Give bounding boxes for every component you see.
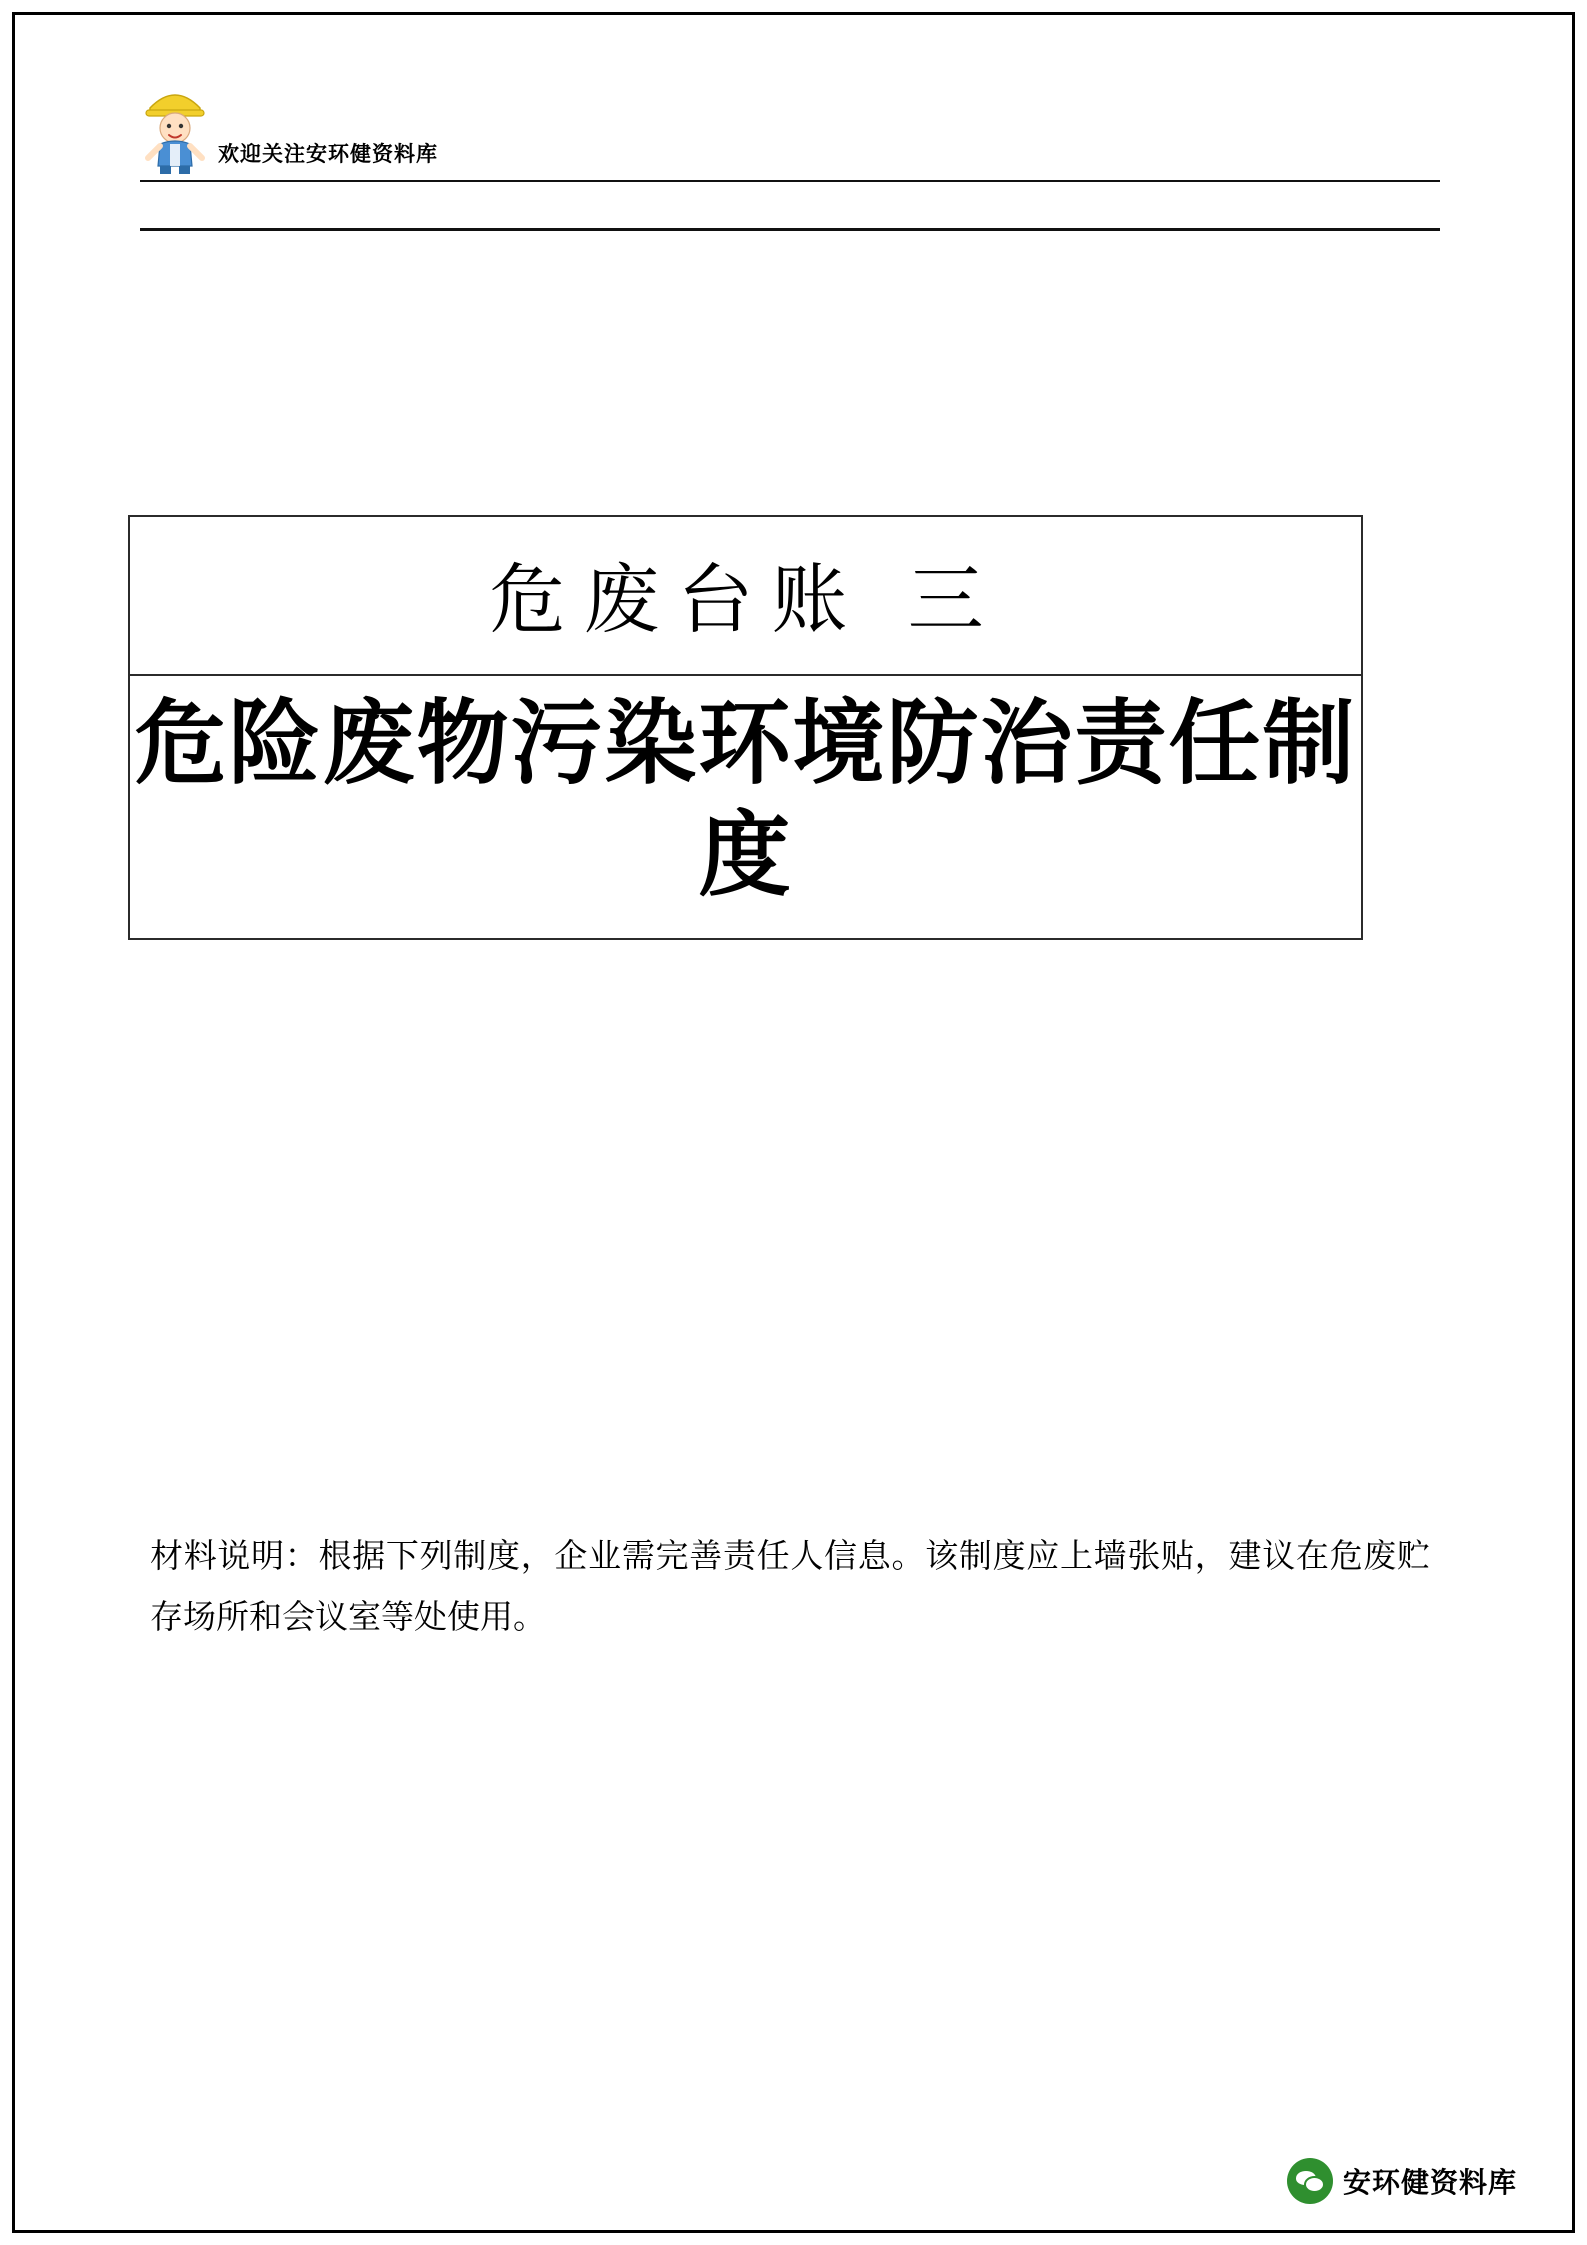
- document-header: [140, 80, 1440, 195]
- worker-mascot-icon: [140, 80, 210, 175]
- header-follow-text: 欢迎关注安环健资料库: [218, 142, 438, 166]
- header-divider-top: [140, 180, 1440, 182]
- header-divider-bottom: [140, 228, 1440, 231]
- main-title-row: [130, 676, 1361, 938]
- footer-brand-badge: [1287, 2155, 1517, 2207]
- wechat-icon: [1287, 2158, 1333, 2204]
- page-border: [12, 12, 1575, 2233]
- ledger-label: 危废台账 三: [489, 555, 1002, 644]
- page-title: 危险废物污染环境防治责任制度: [134, 690, 1357, 910]
- footer-brand-label: 安环健资料库: [1342, 2166, 1517, 2199]
- title-box: [128, 515, 1363, 940]
- material-note: 材料说明：根据下列制度，企业需完善责任人信息。该制度应上墙张贴，建议在危废贮存场所和会议室等处使用。: [150, 1536, 1430, 1637]
- ledger-label-row: [130, 517, 1361, 676]
